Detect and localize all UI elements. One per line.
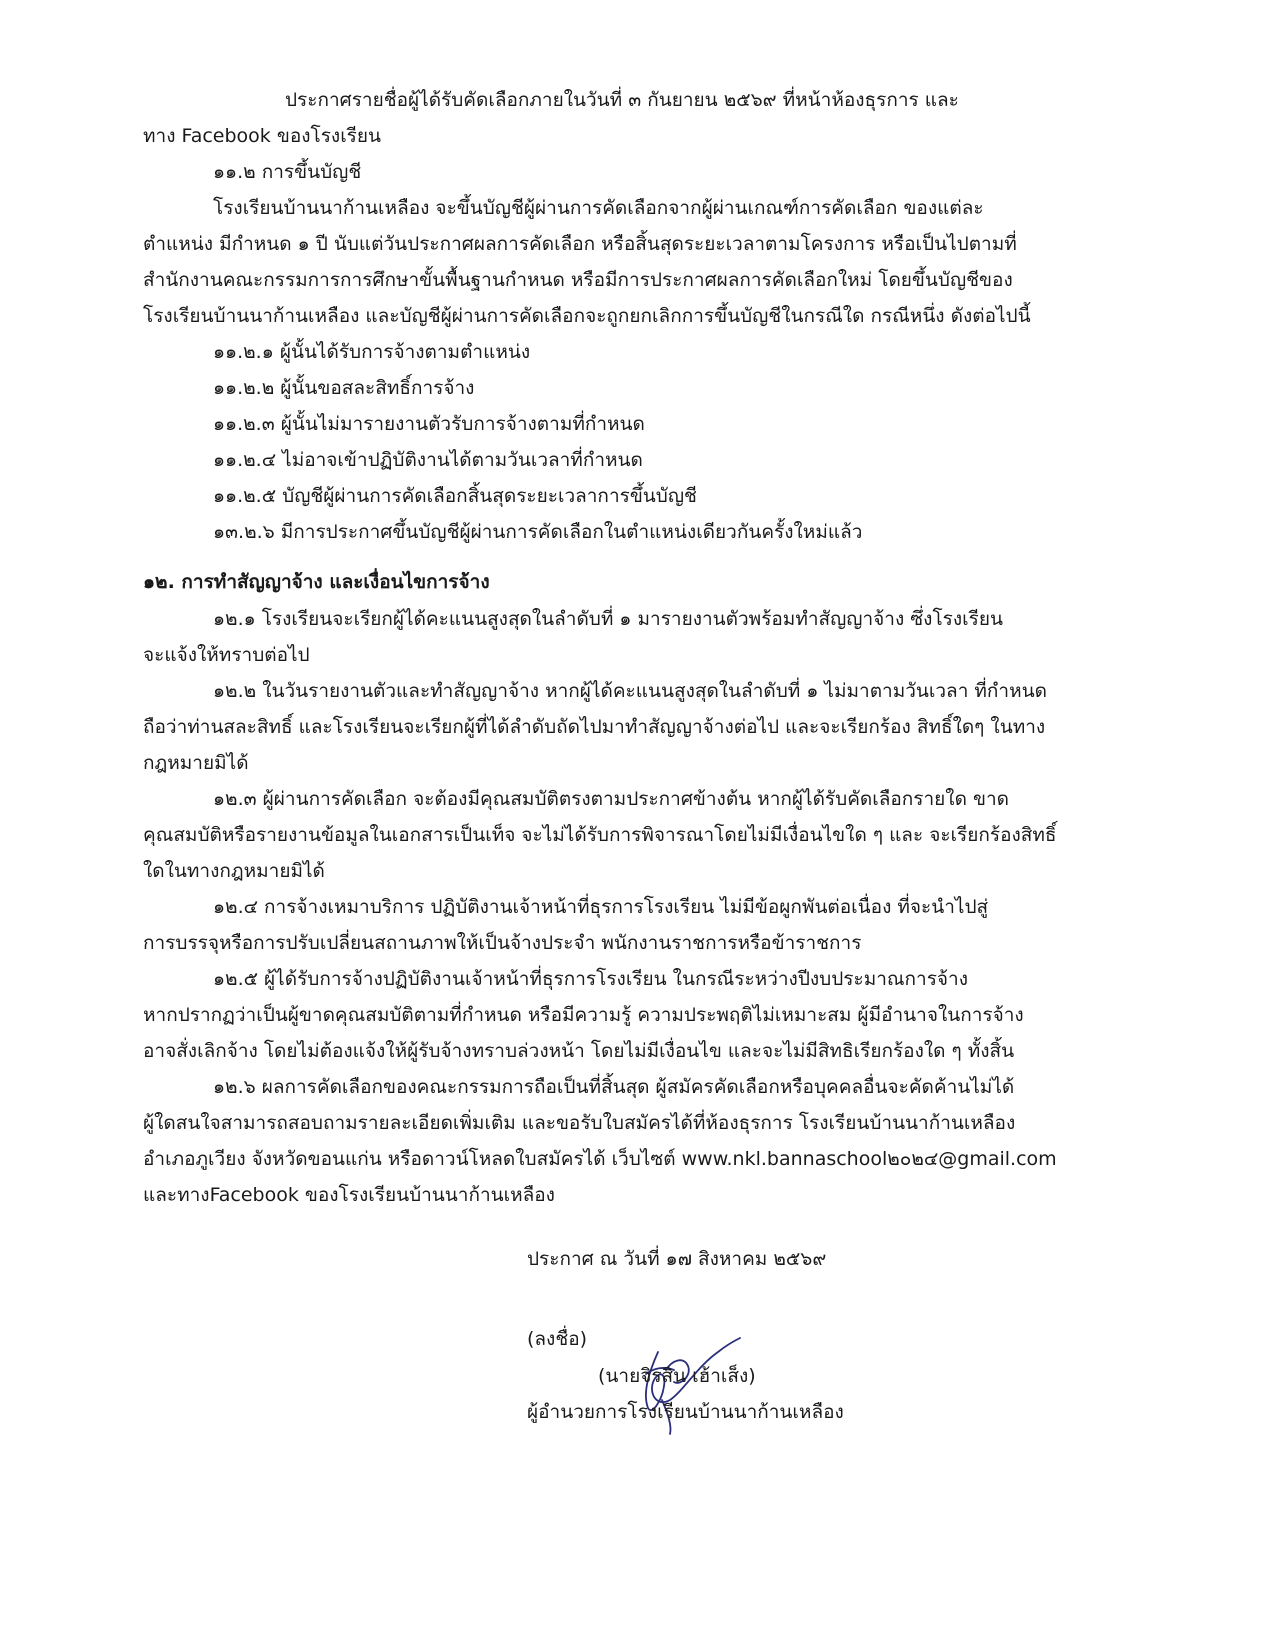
clause-12-2-line: ถือว่าท่านสละสิทธิ์ และโรงเรียนจะเรียกผู้ที่ได้ลำดับถัดไปมาทำสัญญาจ้างต่อไป และจะเรียกร้อง สิทธิ์ใดๆ ในทาง <box>143 716 1046 738</box>
clause-12-1-line: จะแจ้งให้ทราบต่อไป <box>143 644 310 666</box>
list-item: ๑๑.๒.๒ ผู้นั้นขอสละสิทธิ์การจ้าง <box>213 377 475 399</box>
section-11-2-paragraph-line: โรงเรียนบ้านนาก้านเหลือง และบัญชีผู้ผ่านการคัดเลือกจะถูกยกเลิกการขึ้นบัญชีในกรณีใด กรณีหนึ่ง ดังต่อไปนี้ <box>143 305 1031 327</box>
list-item: ๑๓.๒.๖ มีการประกาศขึ้นบัญชีผู้ผ่านการคัดเลือกในตำแหน่งเดียวกันครั้งใหม่แล้ว <box>213 521 863 543</box>
section-12-heading: ๑๒. การทำสัญญาจ้าง และเงื่อนไขการจ้าง <box>143 571 490 593</box>
section-11-2-paragraph-line: ตำแหน่ง มีกำหนด ๑ ปี นับแต่วันประกาศผลการคัดเลือก หรือสิ้นสุดระยะเวลาตามโครงการ หรือเป็นไปตามที่ <box>143 233 1017 255</box>
clause-12-6-line: และทางFacebook ของโรงเรียนบ้านนาก้านเหลือง <box>143 1184 555 1206</box>
intro-line-1: ประกาศรายชื่อผู้ได้รับคัดเลือกภายในวันที่ ๓ กันยายน ๒๕๖๙ ที่หน้าห้องธุรการ และ <box>285 89 959 111</box>
section-11-2-paragraph-line: โรงเรียนบ้านนาก้านเหลือง จะขึ้นบัญชีผู้ผ่านการคัดเลือกจากผู้ผ่านเกณฑ์การคัดเลือก ของแต่ละ <box>213 197 984 219</box>
clause-12-4-line: การบรรจุหรือการปรับเปลี่ยนสถานภาพให้เป็นจ้างประจำ พนักงานราชการหรือข้าราชการ <box>143 932 862 954</box>
clause-12-3-line: คุณสมบัติหรือรายงานข้อมูลในเอกสารเป็นเท็จ จะไม่ได้รับการพิจารณาโดยไม่มีเงื่อนไขใด ๆ และ จะเรียกร้องสิทธิ์ <box>143 824 1057 846</box>
clause-12-1-line: ๑๒.๑ โรงเรียนจะเรียกผู้ได้คะแนนสูงสุดในลำดับที่ ๑ มารายงานตัวพร้อมทำสัญญาจ้าง ซึ่งโรงเรียน <box>213 608 1003 630</box>
list-item: ๑๑.๒.๓ ผู้นั้นไม่มารายงานตัวรับการจ้างตามที่กำหนด <box>213 413 645 435</box>
signer-title: ผู้อำนวยการโรงเรียนบ้านนาก้านเหลือง <box>527 1401 844 1423</box>
announcement-date: ประกาศ ณ วันที่ ๑๗ สิงหาคม ๒๕๖๙ <box>527 1248 827 1270</box>
list-item: ๑๑.๒.๑ ผู้นั้นได้รับการจ้างตามตำแหน่ง <box>213 341 531 363</box>
section-11-2-paragraph-line: สำนักงานคณะกรรมการการศึกษาขั้นพื้นฐานกำหนด หรือมีการประกาศผลการคัดเลือกใหม่ โดยขึ้นบัญชีของ <box>143 269 1013 291</box>
list-item: ๑๑.๒.๕ บัญชีผู้ผ่านการคัดเลือกสิ้นสุดระยะเวลาการขึ้นบัญชี <box>213 485 697 507</box>
list-item: ๑๑.๒.๔ ไม่อาจเข้าปฏิบัติงานได้ตามวันเวลาที่กำหนด <box>213 449 643 471</box>
intro-line-2: ทาง Facebook ของโรงเรียน <box>143 125 382 147</box>
signed-label: (ลงชื่อ) <box>527 1328 588 1350</box>
clause-12-6-line: ๑๒.๖ ผลการคัดเลือกของคณะกรรมการถือเป็นที่สิ้นสุด ผู้สมัครคัดเลือกหรือบุคคลอื่นจะคัดค้านไม่ได้ <box>213 1076 1015 1098</box>
clause-12-3-line: ใดในทางกฎหมายมิได้ <box>143 860 325 882</box>
clause-12-4-line: ๑๒.๔ การจ้างเหมาบริการ ปฏิบัติงานเจ้าหน้าที่ธุรการโรงเรียน ไม่มีข้อผูกพันต่อเนื่อง ที่จะนำไปสู่ <box>213 896 989 918</box>
clause-12-5-line: หากปรากฏว่าเป็นผู้ขาดคุณสมบัติตามที่กำหนด หรือมีความรู้ ความประพฤติไม่เหมาะสม ผู้มีอำนาจในการจ้าง <box>143 1004 1024 1026</box>
clause-12-2-line: กฎหมายมิได้ <box>143 752 249 774</box>
clause-12-6-line: ผู้ใดสนใจสามารถสอบถามรายละเอียดเพิ่มเติม และขอรับใบสมัครได้ที่ห้องธุรการ โรงเรียนบ้านนาก้านเหลือง <box>143 1112 1016 1134</box>
section-11-2-heading: ๑๑.๒ การขึ้นบัญชี <box>213 161 362 183</box>
signer-name: (นายจิรสิน เฮ้าเส็ง) <box>598 1365 756 1387</box>
clause-12-6-line: อำเภอภูเวียง จังหวัดขอนแก่น หรือดาวน์โหลดใบสมัครได้ เว็บไซต์ www.nkl.bannaschool๒๐๒๔@gmail.com <box>143 1148 1057 1170</box>
clause-12-3-line: ๑๒.๓ ผู้ผ่านการคัดเลือก จะต้องมีคุณสมบัติตรงตามประกาศข้างต้น หากผู้ได้รับคัดเลือกรายใด ขาด <box>213 788 1009 810</box>
clause-12-5-line: ๑๒.๕ ผู้ได้รับการจ้างปฏิบัติงานเจ้าหน้าที่ธุรการโรงเรียน ในกรณีระหว่างปีงบประมาณการจ้าง <box>213 968 968 990</box>
clause-12-5-line: อาจสั่งเลิกจ้าง โดยไม่ต้องแจ้งให้ผู้รับจ้างทราบล่วงหน้า โดยไม่มีเงื่อนไข และจะไม่มีสิทธิเรียกร้องใด ๆ ทั้งสิ้น <box>143 1040 1015 1062</box>
clause-12-2-line: ๑๒.๒ ในวันรายงานตัวและทำสัญญาจ้าง หากผู้ได้คะแนนสูงสุดในลำดับที่ ๑ ไม่มาตามวันเวลา ที่กำหนด <box>213 680 1047 702</box>
